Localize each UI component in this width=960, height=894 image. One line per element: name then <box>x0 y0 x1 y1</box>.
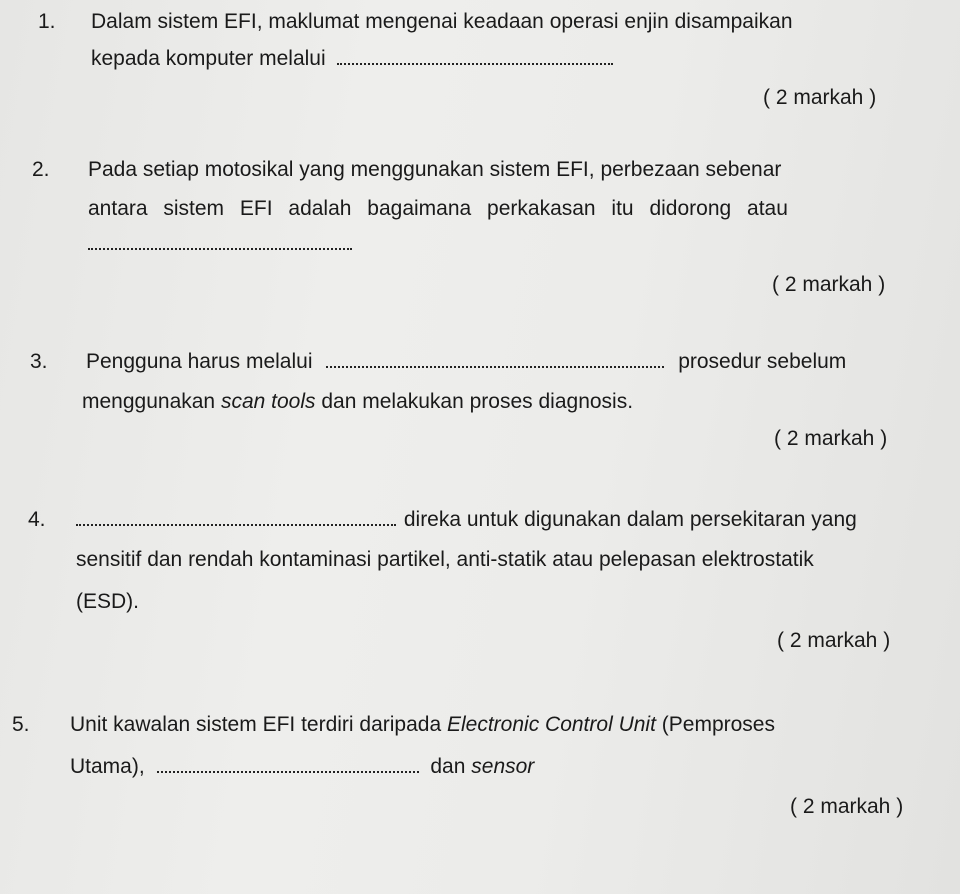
question-text-line: Pada setiap motosikal yang menggunakan sistem EFI, perbezaan sebenar <box>88 158 782 181</box>
question-text: (Pemproses <box>661 713 775 736</box>
question-text: Pengguna harus melalui <box>86 350 313 373</box>
answer-blank[interactable] <box>76 508 396 526</box>
marks-label: ( 2 markah ) <box>777 629 891 652</box>
question-text: Unit kawalan sistem EFI terdiri daripada <box>70 713 442 736</box>
question-text-line <box>70 755 534 779</box>
question-text-line <box>70 713 775 737</box>
marks-label: ( 2 markah ) <box>763 86 877 109</box>
answer-blank[interactable] <box>88 232 352 250</box>
question-text: Utama), <box>70 755 145 778</box>
question-text-line: (ESD). <box>76 590 139 613</box>
question-text: kepada komputer melalui <box>91 47 326 70</box>
question-text: prosedur sebelum <box>678 350 847 373</box>
marks-label: ( 2 markah ) <box>774 427 888 450</box>
question-text-italic: Electronic Control Unit <box>447 713 656 736</box>
question-text: dan <box>430 755 466 778</box>
question-number: 4. <box>28 508 46 531</box>
question-text-line <box>86 350 846 374</box>
answer-blank[interactable] <box>157 755 419 773</box>
question-text-line <box>82 390 633 414</box>
question-number: 3. <box>30 350 48 373</box>
marks-label: ( 2 markah ) <box>790 795 904 818</box>
answer-blank[interactable] <box>337 47 613 65</box>
question-text-line <box>76 508 857 532</box>
question-number: 5. <box>12 713 30 736</box>
question-number: 1. <box>38 10 56 33</box>
question-text-italic: sensor <box>471 755 535 778</box>
question-text-line: Dalam sistem EFI, maklumat mengenai keadaan operasi enjin disampaikan <box>91 10 793 33</box>
marks-label: ( 2 markah ) <box>772 273 886 296</box>
question-text-italic: scan tools <box>220 390 316 413</box>
question-text-line: antara sistem EFI adalah bagaimana perkakasan itu didorong atau <box>88 197 788 220</box>
question-text: menggunakan <box>82 390 216 413</box>
question-number: 2. <box>32 158 50 181</box>
question-text: direka untuk digunakan dalam persekitaran yang <box>403 508 857 531</box>
question-text: dan melakukan proses diagnosis. <box>321 390 634 413</box>
question-text-line: sensitif dan rendah kontaminasi partikel, anti-statik atau pelepasan elektrostatik <box>76 548 814 571</box>
question-text-line <box>91 47 613 71</box>
answer-blank[interactable] <box>326 350 664 368</box>
